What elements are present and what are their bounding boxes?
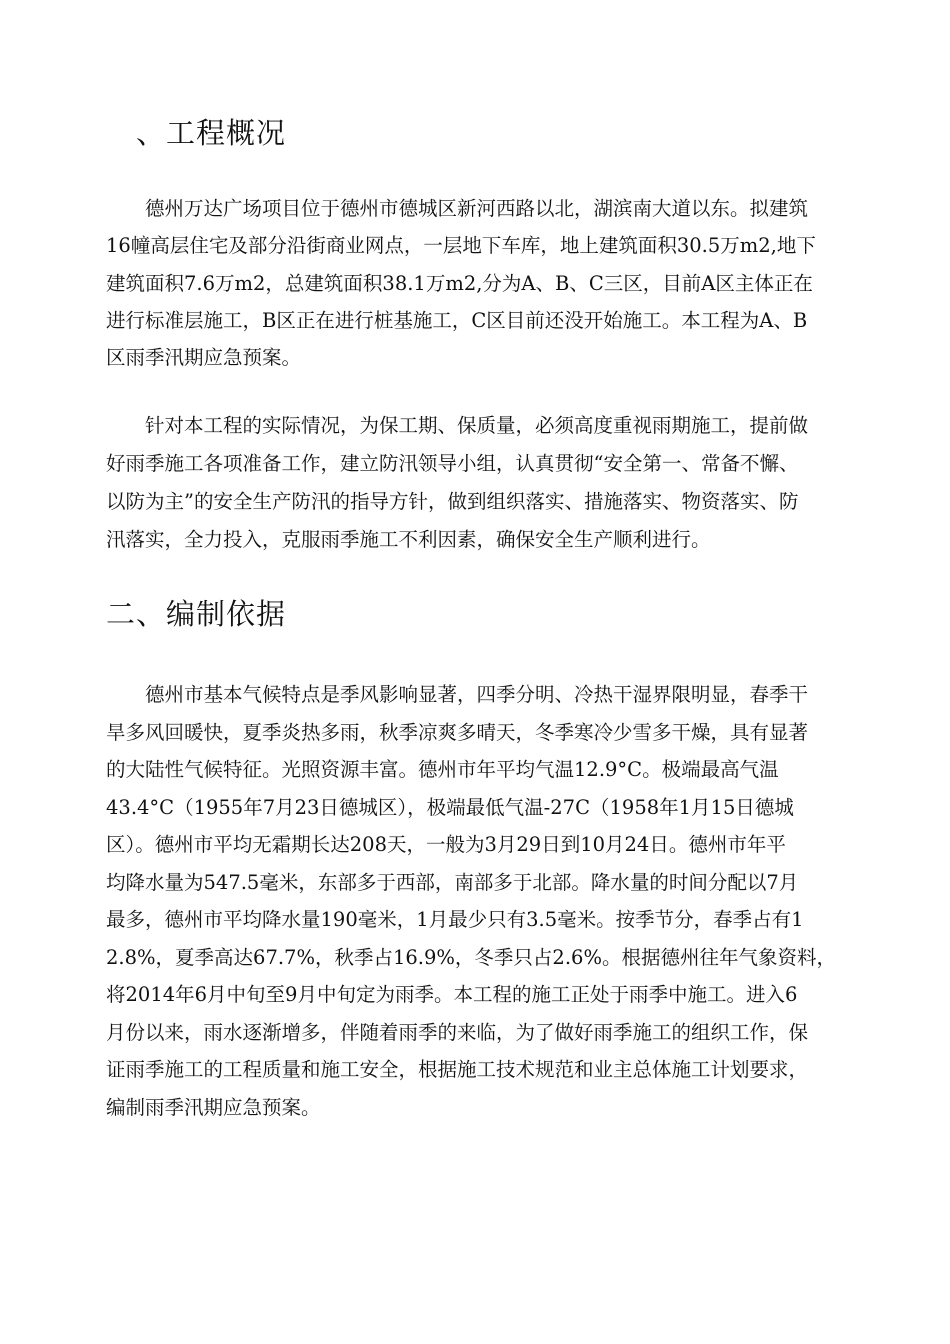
paragraph-line: 德州万达广场项目位于德州市德城区新河西路以北，湖滨南大道以东。拟建筑 <box>106 197 809 220</box>
section-heading-project-overview: 、工程概况 <box>136 116 287 150</box>
paragraph-line: 证雨季施工的工程质量和施工安全，根据施工技术规范和业主总体施工计划要求， <box>106 1058 809 1081</box>
paragraph-line: 区雨季汛期应急预案。 <box>106 346 302 369</box>
paragraph-line: 43.4°C（1955年7月23日德城区），极端最低气温-27C（1958年1月15日德城 <box>106 796 794 819</box>
paragraph-line: 16幢高层住宅及部分沿街商业网点，一层地下车库，地上建筑面积30.5万m2,地下 <box>106 234 816 257</box>
section-heading-basis: 二、编制依据 <box>106 597 287 631</box>
paragraph-line: 以防为主”的安全生产防汛的指导方针，做到组织落实、措施落实、物资落实、防 <box>106 490 799 513</box>
paragraph-line: 月份以来，雨水逐渐增多，伴随着雨季的来临，为了做好雨季施工的组织工作，保 <box>106 1021 809 1044</box>
paragraph-line: 进行标准层施工，B区正在进行桩基施工，C区目前还没开始施工。本工程为A、B <box>106 309 808 332</box>
paragraph-line: 针对本工程的实际情况，为保工期、保质量，必须高度重视雨期施工，提前做 <box>106 414 809 437</box>
paragraph-line: 区）。德州市平均无霜期长达208天，一般为3月29日到10月24日。德州市年平 <box>106 833 786 856</box>
paragraph-line: 好雨季施工各项准备工作，建立防汛领导小组，认真贯彻“安全第一、常备不懈、 <box>106 452 799 475</box>
paragraph-line: 德州市基本气候特点是季风影响显著，四季分明、冷热干湿界限明显，春季干 <box>106 683 809 706</box>
paragraph-line: 建筑面积7.6万m2，总建筑面积38.1万m2,分为A、B、C三区，目前A区主体正在 <box>106 272 813 295</box>
paragraph-line: 将2014年6月中旬至9月中旬定为雨季。本工程的施工正处于雨季中施工。进入6 <box>106 983 798 1006</box>
paragraph-line: 编制雨季汛期应急预案。 <box>106 1096 321 1119</box>
paragraph-line: 的大陆性气候特征。光照资源丰富。德州市年平均气温12.9°C。极端最高气温 <box>106 758 779 781</box>
paragraph-line: 旱多风回暖快，夏季炎热多雨，秋季凉爽多晴天，冬季寒冷少雪多干燥，具有显著 <box>106 721 809 744</box>
paragraph-line: 汛落实，全力投入，克服雨季施工不利因素，确保安全生产顺利进行。 <box>106 528 711 551</box>
paragraph-line: 均降水量为547.5毫米，东部多于西部，南部多于北部。降水量的时间分配以7月 <box>106 871 799 894</box>
paragraph-line: 最多，德州市平均降水量190毫米，1月最少只有3.5毫米。按季节分，春季占有1 <box>106 908 804 931</box>
paragraph-line: 2.8%，夏季高达67.7%，秋季占16.9%，冬季只占2.6%。根据德州往年气象资料， <box>106 946 836 969</box>
